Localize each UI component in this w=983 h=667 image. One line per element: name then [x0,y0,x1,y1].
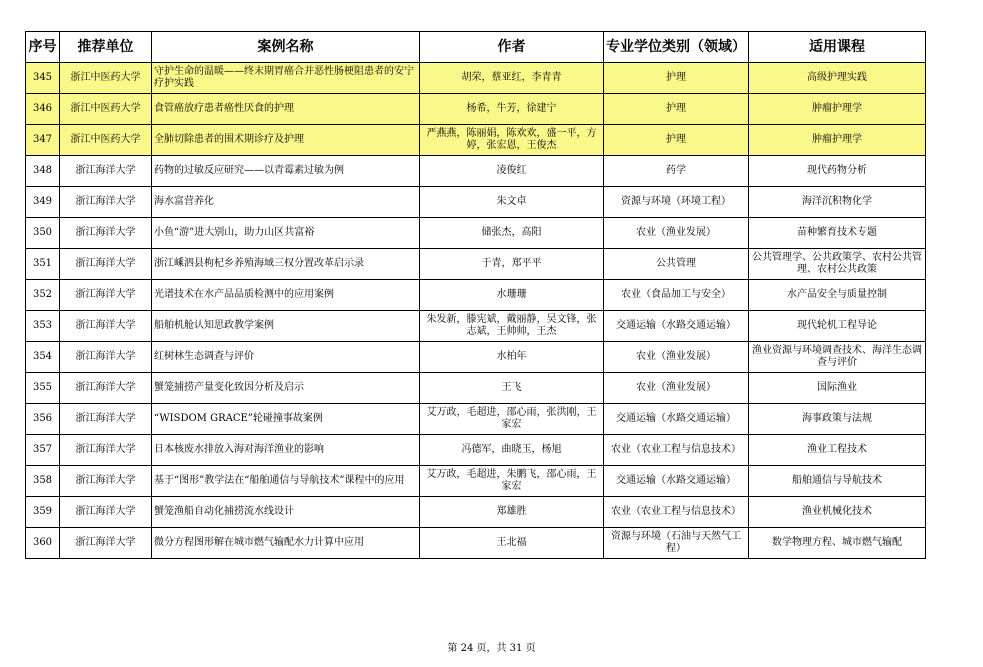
header-category: 专业学位类别（领域） [604,32,749,63]
table-row [26,156,926,187]
table-row [26,528,926,559]
degree-category: 农业（农业工程与信息技术） [604,497,749,528]
applicable-course: 肿瘤护理学 [749,94,926,125]
table-row [26,249,926,280]
row-number: 347 [26,125,60,156]
case-name: 食管癌放疗患者癌性厌食的护理 [152,94,420,125]
applicable-course: 船舶通信与导航技术 [749,466,926,497]
table-row [26,94,926,125]
applicable-course: 渔业资源与环境调查技术、海洋生态调查与评价 [749,342,926,373]
authors: 朱发新，滕宪斌，戴丽静，吴文锋，张志斌，王帅帅，王杰 [420,311,604,342]
table-row [26,218,926,249]
case-name: “WISDOM GRACE”轮碰撞事故案例 [152,404,420,435]
row-number: 358 [26,466,60,497]
degree-category: 农业（渔业发展） [604,218,749,249]
case-name: 浙江嵊泗县枸杞乡养殖海域三权分置改革启示录 [152,249,420,280]
row-number: 349 [26,187,60,218]
recommending-unit: 浙江海洋大学 [60,528,152,559]
row-number: 355 [26,373,60,404]
case-name: 药物的过敏反应研究——以青霉素过敏为例 [152,156,420,187]
degree-category: 护理 [604,63,749,94]
recommending-unit: 浙江海洋大学 [60,187,152,218]
degree-category: 农业（渔业发展） [604,342,749,373]
degree-category: 公共管理 [604,249,749,280]
degree-category: 护理 [604,94,749,125]
table-row [26,187,926,218]
row-number: 345 [26,63,60,94]
authors: 于青，郑平平 [420,249,604,280]
row-number: 356 [26,404,60,435]
authors: 胡荣，蔡亚红，李青青 [420,63,604,94]
table-row [26,311,926,342]
row-number: 350 [26,218,60,249]
row-number: 351 [26,249,60,280]
degree-category: 资源与环境（石油与天然气工程） [604,528,749,559]
authors: 艾万政，毛超进，邵心雨，张洪刚，王家宏 [420,404,604,435]
authors: 朱文卓 [420,187,604,218]
applicable-course: 高级护理实践 [749,63,926,94]
applicable-course: 国际渔业 [749,373,926,404]
table-row [26,497,926,528]
degree-category: 交通运输（水路交通运输） [604,311,749,342]
row-number: 353 [26,311,60,342]
applicable-course: 现代药物分析 [749,156,926,187]
authors: 艾万政，毛超进，朱鹏飞，邵心雨，王家宏 [420,466,604,497]
recommending-unit: 浙江海洋大学 [60,280,152,311]
row-number: 354 [26,342,60,373]
applicable-course: 数学物理方程、城市燃气输配 [749,528,926,559]
table-header-row [26,32,926,63]
recommending-unit: 浙江海洋大学 [60,156,152,187]
applicable-course: 肿瘤护理学 [749,125,926,156]
authors: 王飞 [420,373,604,404]
authors: 水柏年 [420,342,604,373]
applicable-course: 渔业工程技术 [749,435,926,466]
recommending-unit: 浙江海洋大学 [60,249,152,280]
header-authors: 作者 [420,32,604,63]
recommending-unit: 浙江海洋大学 [60,311,152,342]
authors: 水珊珊 [420,280,604,311]
case-table [25,31,926,559]
case-name: 蟹笼捕捞产量变化致因分析及启示 [152,373,420,404]
page-number: 第 24 页，共 31 页 [447,643,536,654]
table-row [26,373,926,404]
authors: 冯德军，曲晓玉，杨旭 [420,435,604,466]
recommending-unit: 浙江中医药大学 [60,94,152,125]
applicable-course: 海事政策与法规 [749,404,926,435]
case-name: 红树林生态调查与评价 [152,342,420,373]
degree-category: 药学 [604,156,749,187]
case-name: 船舶机舱认知思政教学案例 [152,311,420,342]
authors: 杨希，牛芳，徐建宁 [420,94,604,125]
applicable-course: 水产品安全与质量控制 [749,280,926,311]
recommending-unit: 浙江中医药大学 [60,63,152,94]
degree-category: 农业（渔业发展） [604,373,749,404]
case-name: 小鱼“游”进大别山，助力山区共富裕 [152,218,420,249]
header-unit: 推荐单位 [60,32,152,63]
row-number: 357 [26,435,60,466]
table-row [26,63,926,94]
table-row [26,435,926,466]
recommending-unit: 浙江海洋大学 [60,435,152,466]
authors: 储张杰，高阳 [420,218,604,249]
case-name: 全肺切除患者的围术期诊疗及护理 [152,125,420,156]
row-number: 348 [26,156,60,187]
degree-category: 护理 [604,125,749,156]
row-number: 352 [26,280,60,311]
recommending-unit: 浙江海洋大学 [60,373,152,404]
table-row [26,342,926,373]
applicable-course: 公共管理学、公共政策学、农村公共管理、农村公共政策 [749,249,926,280]
recommending-unit: 浙江海洋大学 [60,404,152,435]
case-name: 微分方程图形解在城市燃气输配水力计算中应用 [152,528,420,559]
case-name: 蟹笼渔船自动化捕捞流水线设计 [152,497,420,528]
recommending-unit: 浙江中医药大学 [60,125,152,156]
applicable-course: 海洋沉积物化学 [749,187,926,218]
case-name: 光谱技术在水产品品质检测中的应用案例 [152,280,420,311]
table-row [26,280,926,311]
case-name: 日本核废水排放入海对海洋渔业的影响 [152,435,420,466]
row-number: 359 [26,497,60,528]
applicable-course: 渔业机械化技术 [749,497,926,528]
degree-category: 农业（农业工程与信息技术） [604,435,749,466]
authors: 王北福 [420,528,604,559]
row-number: 360 [26,528,60,559]
recommending-unit: 浙江海洋大学 [60,497,152,528]
row-number: 346 [26,94,60,125]
recommending-unit: 浙江海洋大学 [60,218,152,249]
authors: 郑雄胜 [420,497,604,528]
case-name: 海水富营养化 [152,187,420,218]
recommending-unit: 浙江海洋大学 [60,466,152,497]
recommending-unit: 浙江海洋大学 [60,342,152,373]
degree-category: 交通运输（水路交通运输） [604,466,749,497]
degree-category: 交通运输（水路交通运输） [604,404,749,435]
applicable-course: 现代轮机工程导论 [749,311,926,342]
case-name: 守护生命的温暖——终末期胃癌合并恶性肠梗阻患者的安宁疗护实践 [152,63,420,94]
applicable-course: 苗种繁育技术专题 [749,218,926,249]
header-course: 适用课程 [749,32,926,63]
table-row [26,125,926,156]
header-no: 序号 [26,32,60,63]
table-row [26,404,926,435]
header-case-name: 案例名称 [152,32,420,63]
degree-category: 资源与环境（环境工程） [604,187,749,218]
table-body [26,63,926,559]
authors: 严燕燕，陈丽娟，陈欢欢，盛一平，方婷，张宏恩，王俊杰 [420,125,604,156]
degree-category: 农业（食品加工与安全） [604,280,749,311]
case-name: 基于“图形”教学法在“船舶通信与导航技术”课程中的应用 [152,466,420,497]
table-row [26,466,926,497]
authors: 凌俊红 [420,156,604,187]
